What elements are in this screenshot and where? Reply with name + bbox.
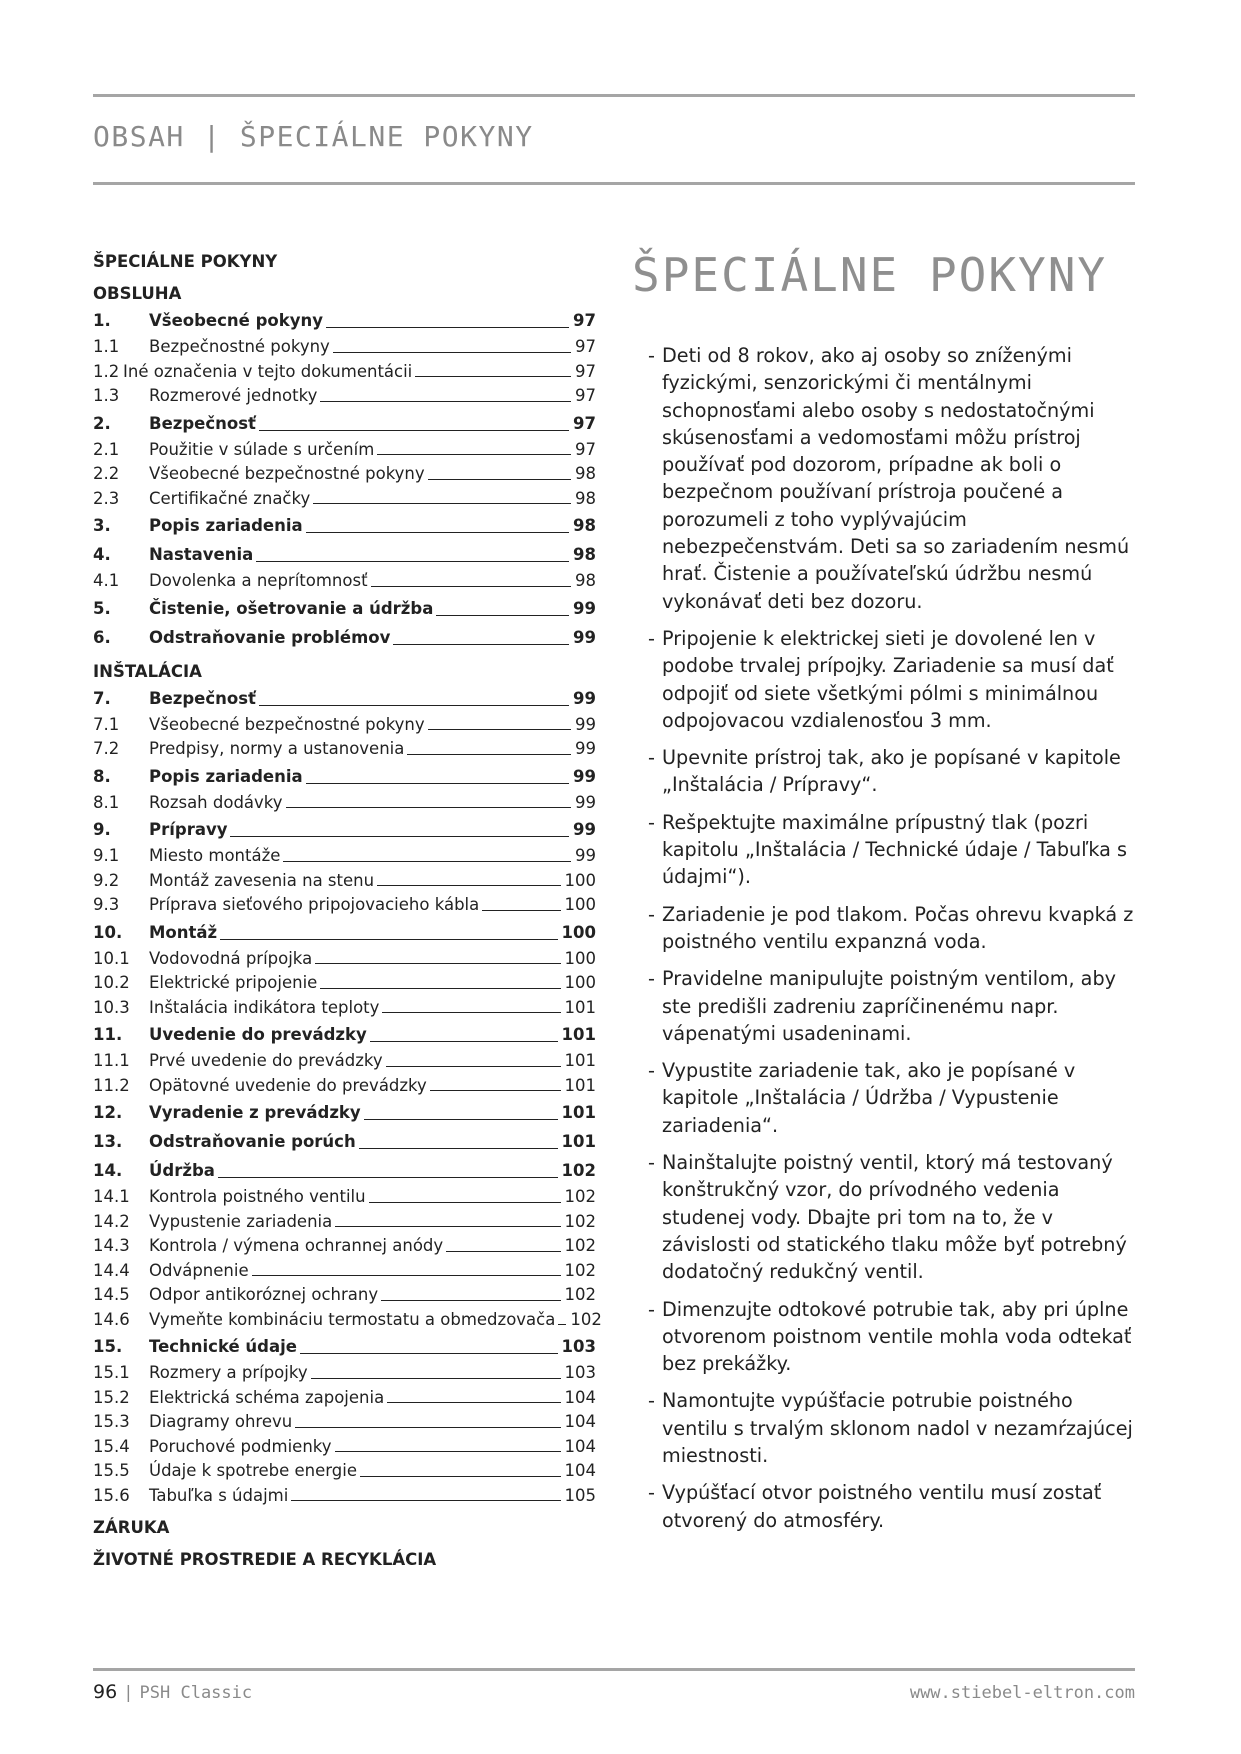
special-note [648,625,1140,734]
special-note [648,1149,1140,1285]
toc-entry[interactable] [93,1049,596,1074]
toc-entry-number: 2.1 [93,439,120,459]
bullet-dash-icon: - [648,810,655,834]
toc-entry[interactable] [93,306,596,335]
toc-entry[interactable] [93,971,596,996]
toc-entry-page: 100 [564,895,596,914]
toc-entry-page: 99 [573,688,596,708]
toc-entry-title: Odvápnenie [149,1260,249,1280]
special-note-text: Zariadenie je pod tlakom. Počas ohrevu kvapká z poistného ventilu expanzná voda. [662,902,1134,953]
toc-leader-line [377,454,571,455]
toc-entry[interactable] [93,511,596,540]
bullet-dash-icon: - [648,746,655,770]
toc-entry-number: 9.3 [93,895,120,914]
toc-entry-number: 7.1 [93,714,120,734]
special-note [648,1479,1140,1534]
toc-entry[interactable] [93,1234,596,1259]
toc-entry-number: 15.6 [93,1485,130,1505]
toc-entry[interactable] [93,594,596,623]
toc-leader-line [360,1476,561,1477]
toc-entry-title: Miesto montáže [149,846,281,865]
bullet-dash-icon: - [648,1481,655,1505]
toc-entry-number: 10.3 [93,997,130,1017]
special-note-text: Deti od 8 rokov, ako aj osoby so zníženými fyzickými, senzorickými či mentálnymi schopnosťami alebo osoby s nedostatočnými skúsenosťami a vedomosťami môžu prístroj používať pod dozorom, prípadne ak boli o bezpečnom používaní prístroja poučené a porozumeli z toho vyplývajúcim nebezpečenstvám. Deti sa so zariadením nesmú hrať. Čistenie a používateľskú údržbu nesmú vykonávať deti bez dozoru. [662,344,1130,613]
toc-entry-page: 97 [575,386,596,405]
toc-leader-line [295,1427,560,1428]
toc-entry-page: 104 [564,1461,596,1480]
toc-entry[interactable] [93,844,596,869]
toc-entry[interactable] [93,996,596,1021]
toc-leader-line [335,1451,561,1452]
toc-entry-number: 2.2 [93,464,120,483]
toc-entry[interactable] [93,869,596,894]
special-note [648,342,1140,615]
toc-entry-title: Prípravy [149,820,228,839]
toc-leader-line [364,1119,558,1120]
page-number: 96 [93,1681,118,1703]
special-note [648,809,1140,891]
toc-section-heading: ŠPECIÁLNE POKYNY [93,252,278,271]
toc-entry-page: 102 [570,1309,602,1329]
toc-entry-title: Dovolenka a neprítomnosť [149,571,368,590]
toc-leader-line [393,644,569,645]
toc-leader-line [326,327,569,328]
section-title: ŠPECIÁLNE POKYNY [632,248,1108,302]
toc-entry[interactable] [93,438,596,463]
toc-section-heading: ŽIVOTNÉ PROSTREDIE A RECYKLÁCIA [93,1550,437,1569]
bullet-dash-icon: - [648,344,655,367]
toc-entry-page: 99 [573,627,596,647]
toc-entry-title: Použitie v súlade s určením [149,439,375,459]
toc-entry-title: Kontrola poistného ventilu [149,1187,366,1206]
toc-leader-line [291,1500,560,1501]
toc-entry-title: Odstraňovanie porúch [149,1132,356,1151]
toc-entry-number: 2. [93,413,111,433]
special-note-text: Namontujte vypúšťacie potrubie poistného ventilu s trvalým sklonom nadol v nezamŕzajúcej miestnosti. [662,1389,1133,1467]
toc-entry[interactable] [93,623,596,652]
toc-entry-page: 97 [575,439,596,459]
toc-entry-number: 8. [93,766,111,786]
toc-section-heading: ZÁRUKA [93,1518,170,1537]
toc-entry[interactable] [93,540,596,569]
toc-entry-title: Vypustenie zariadenia [149,1211,333,1231]
toc-entry-page: 100 [561,922,596,942]
toc-entry-title: Bezpečnosť [149,413,256,433]
toc-entry-number: 14.1 [93,1187,130,1206]
toc-entry-title: Vodovodná prípojka [149,948,313,968]
toc-entry-title: Vyradenie z prevádzky [149,1103,361,1122]
toc-entry-title: Certifikačné značky [149,488,311,508]
toc-entry-title: Popis zariadenia [149,766,303,786]
toc-entry[interactable] [93,1156,596,1185]
toc-entry-title: Odpor antikoróznej ochrany [149,1285,379,1304]
website-link[interactable]: www.stiebel-eltron.com [909,1683,1135,1703]
toc-leader-line [382,1012,560,1013]
toc-entry-page: 104 [564,1412,596,1431]
toc-entry[interactable] [93,1435,596,1460]
toc-entry-number: 11. [93,1025,123,1044]
toc-leader-line [381,1300,560,1301]
toc-leader-line [320,401,571,402]
toc-entry-page: 98 [575,571,596,590]
toc-entry-title: Vymeňte kombináciu termostatu a obmedzovača [149,1309,556,1329]
toc-entry-title: Elektrické pripojenie [149,973,318,992]
toc-entry-number: 15.1 [93,1363,130,1382]
toc-entry-page: 102 [564,1187,596,1206]
toc-entry-number: 7.2 [93,739,120,758]
toc-entry[interactable] [93,409,596,438]
toc-entry[interactable] [93,1410,596,1435]
toc-entry-number: 15.5 [93,1461,130,1480]
special-note [648,744,1140,799]
special-note-text: Upevnite prístroj tak, ako je popísané v kapitole „Inštalácia / Prípravy“. [662,746,1121,797]
toc-entry-number: 9. [93,820,111,839]
toc-leader-line [286,807,571,808]
toc-entry-number: 14.5 [93,1285,130,1304]
toc-entry[interactable] [93,1020,596,1049]
toc-entry[interactable] [93,487,596,512]
toc-leader-line [387,1402,560,1403]
toc-entry-page: 103 [561,1337,596,1356]
toc-entry[interactable] [93,791,596,816]
toc-entry-page: 101 [561,1103,596,1122]
toc-entry-title: Bezpečnosť [149,688,256,708]
toc-entry-number: 10. [93,922,123,942]
toc-entry[interactable] [93,713,596,738]
toc-entry[interactable] [93,893,596,918]
toc-entry-title: Všeobecné pokyny [149,311,323,330]
toc-entry-number: 14.6 [93,1309,130,1329]
toc-entry-number: 13. [93,1132,123,1151]
toc-entry-number: 14.3 [93,1236,130,1255]
special-note [648,901,1140,956]
toc-entry-page: 99 [575,846,596,865]
toc-entry-page: 102 [564,1285,596,1304]
toc-entry-page: 99 [575,714,596,734]
toc-entry-number: 10.1 [93,948,130,968]
toc-entry-page: 100 [564,948,596,968]
toc-leader-line [315,963,560,964]
toc-entry-title: Iné označenia v tejto dokumentácii [123,361,413,381]
toc-entry-title: Montáž [149,922,218,942]
toc-entry-title: Elektrická schéma zapojenia [149,1387,385,1407]
toc-entry-title: Všeobecné bezpečnostné pokyny [149,464,425,483]
special-note-text: Vypustite zariadenie tak, ako je popísané v kapitole „Inštalácia / Údržba / Vypustenie zariadenia“. [662,1059,1076,1137]
toc-leader-line [482,910,560,911]
toc-leader-line [300,1353,558,1354]
toc-entry-page: 97 [573,413,596,433]
toc-entry-number: 4. [93,545,111,564]
toc-entry-page: 98 [573,545,596,564]
toc-entry-title: Všeobecné bezpečnostné pokyny [149,714,425,734]
toc-leader-line [230,836,569,837]
toc-entry-page: 101 [561,1132,596,1151]
toc-leader-line [386,1066,561,1067]
bullet-dash-icon: - [648,1059,655,1083]
bullet-dash-icon: - [648,902,655,926]
toc-entry-page: 103 [564,1363,596,1382]
page-header-title: OBSAH | ŠPECIÁLNE POKYNY [93,120,534,153]
toc-entry-page: 97 [575,337,596,356]
toc-leader-line [428,479,571,480]
toc-entry-page: 97 [573,311,596,330]
toc-entry-page: 101 [564,1051,596,1070]
toc-entry-title: Rozsah dodávky [149,792,283,812]
toc-entry-title: Poruchové podmienky [149,1436,332,1456]
special-note-text: Vypúšťací otvor poistného ventilu musí zostať otvorený do atmosféry. [662,1481,1102,1532]
toc-entry[interactable] [93,1361,596,1386]
toc-section-spacer [93,652,596,660]
toc-entry-page: 101 [564,997,596,1017]
table-of-contents [93,250,602,1572]
toc-entry-title: Bezpečnostné pokyny [149,337,330,356]
toc-entry[interactable] [93,1386,596,1411]
toc-leader-line [558,1324,566,1325]
toc-entry-number: 14.2 [93,1211,130,1231]
toc-entry-title: Rozmery a prípojky [149,1363,308,1382]
footer-left [93,1681,252,1703]
toc-entry-page: 100 [564,973,596,992]
toc-entry-title: Údržba [149,1161,215,1180]
header-bottom-rule [93,182,1135,185]
toc-entry-page: 101 [564,1075,596,1095]
toc-entry-number: 1.2 [93,361,120,381]
toc-entry-number: 5. [93,598,111,618]
toc-entry-title: Príprava sieťového pripojovacieho kábla [149,895,480,914]
toc-entry[interactable] [93,1484,596,1509]
toc-entry[interactable] [93,335,596,360]
toc-leader-line [377,885,560,886]
toc-entry-title: Rozmerové jednotky [149,386,318,405]
toc-entry-page: 102 [561,1161,596,1180]
toc-entry-page: 102 [564,1211,596,1231]
toc-entry-page: 99 [573,766,596,786]
toc-entry-title: Montáž zavesenia na stenu [149,870,375,890]
special-note [648,1387,1140,1469]
toc-entry[interactable] [93,1210,596,1235]
toc-entry-page: 104 [564,1436,596,1456]
toc-entry-page: 98 [575,464,596,483]
toc-entry[interactable] [93,684,596,713]
toc-entry-title: Opätovné uvedenie do prevádzky [149,1075,427,1095]
special-note-text: Nainštalujte poistný ventil, ktorý má testovaný konštrukčný vzor, do prívodného vedenia studenej vody. Dbajte pri tom na to, že v závislosti od statického tlaku môže byť potrebný dodatočný redukčný ventil. [662,1151,1127,1284]
toc-entry[interactable] [93,569,596,594]
toc-entry-number: 1. [93,311,111,330]
toc-entry-number: 15.2 [93,1387,130,1407]
toc-entry-number: 1.1 [93,337,120,356]
toc-leader-line [428,729,571,730]
toc-entry-title: Uvedenie do prevádzky [149,1025,367,1044]
special-note [648,1057,1140,1139]
toc-entry-title: Prvé uvedenie do prevádzky [149,1051,383,1070]
toc-entry-title: Diagramy ohrevu [149,1412,293,1431]
toc-entry-title: Popis zariadenia [149,516,303,535]
toc-entry-title: Odstraňovanie problémov [149,627,391,647]
special-notes-list [648,342,1140,1544]
toc-entry-page: 99 [575,792,596,812]
toc-entry-title: Inštalácia indikátora teploty [149,997,380,1017]
toc-leader-line [220,939,557,940]
toc-entry-page: 105 [564,1485,596,1505]
toc-entry-page: 99 [573,598,596,618]
toc-entry[interactable] [93,1127,596,1156]
toc-entry-number: 9.1 [93,846,120,865]
toc-section-spacer [93,1508,596,1516]
toc-entry[interactable] [93,1332,596,1361]
special-note [648,1296,1140,1378]
toc-leader-line [370,1041,558,1042]
product-name: PSH Classic [139,1683,253,1703]
toc-leader-line [252,1275,561,1276]
toc-entry[interactable] [93,384,596,409]
toc-entry-page: 102 [564,1260,596,1280]
toc-entry-number: 9.2 [93,870,120,890]
toc-entry-number: 3. [93,516,111,535]
toc-section-heading: INŠTALÁCIA [93,661,202,681]
toc-entry-title: Tabuľka s údajmi [149,1485,289,1505]
toc-entry[interactable] [93,815,596,844]
special-note-text: Rešpektujte maximálne prípustný tlak (pozri kapitolu „Inštalácia / Technické údaje / Tabuľka s údajmi“). [662,810,1128,889]
toc-entry[interactable] [93,360,596,385]
toc-entry-number: 14. [93,1161,123,1180]
toc-entry[interactable] [93,1259,596,1284]
bullet-dash-icon: - [648,626,655,650]
toc-entry[interactable] [93,462,596,487]
bullet-dash-icon: - [648,967,655,991]
toc-section-spacer [93,1540,596,1548]
toc-entry-page: 98 [575,488,596,508]
toc-entry-number: 11.1 [93,1051,130,1070]
toc-leader-line [306,783,569,784]
toc-leader-line [259,705,569,706]
special-note-text: Dimenzujte odtokové potrubie tak, aby pri úplne otvorenom poistnom ventile mohla voda odtekať bez prekážky. [662,1297,1132,1376]
special-note-text: Pripojenie k elektrickej sieti je dovolené len v podobe trvalej prípojky. Zariadenie sa musí dať odpojiť od siete všetkými pólmi s minimálnou odpojovacou vzdialenosťou 3 mm. [662,626,1114,732]
toc-entry-number: 6. [93,627,111,647]
toc-entry[interactable] [93,1283,596,1308]
toc-leader-line [313,503,571,504]
toc-entry-page: 100 [564,870,596,890]
toc-entry[interactable] [93,1308,602,1333]
toc-entry-number: 15.4 [93,1436,130,1456]
bullet-dash-icon: - [648,1297,655,1321]
toc-entry[interactable] [93,1098,596,1127]
toc-entry-number: 15. [93,1337,123,1356]
toc-entry-page: 101 [561,1025,596,1044]
toc-entry-title: Nastavenia [149,545,254,564]
toc-entry[interactable] [93,1185,596,1210]
toc-leader-line [415,376,571,377]
toc-leader-line [369,1202,561,1203]
toc-entry-page: 99 [575,739,596,758]
toc-leader-line [333,352,571,353]
toc-entry-title: Technické údaje [149,1337,297,1356]
toc-entry[interactable] [93,762,596,791]
header-top-rule [93,94,1135,97]
toc-leader-line [306,532,569,533]
toc-entry-page: 98 [573,516,596,535]
bullet-dash-icon: - [648,1389,655,1413]
toc-entry-title: Predpisy, normy a ustanovenia [149,739,405,758]
toc-entry[interactable] [93,918,596,947]
special-note-text: Pravidelne manipulujte poistným ventilom, aby ste predišli zadreniu zapríčinenému napr. vápenatými usadeninami. [662,967,1116,1045]
toc-entry-number: 4.1 [93,571,120,590]
toc-leader-line [259,430,569,431]
toc-leader-line [218,1177,558,1178]
toc-entry-number: 2.3 [93,488,120,508]
toc-entry[interactable] [93,1074,596,1099]
toc-entry[interactable] [93,737,596,762]
bullet-dash-icon: - [648,1151,655,1175]
footer-separator: | [123,1683,134,1703]
toc-section-spacer [93,274,596,282]
toc-entry-number: 12. [93,1103,123,1122]
toc-entry-title: Čistenie, ošetrovanie a údržba [149,598,434,618]
footer-rule [93,1668,1135,1671]
toc-leader-line [436,615,569,616]
toc-section-heading: OBSLUHA [93,284,182,303]
special-note [648,965,1140,1047]
toc-leader-line [407,754,571,755]
toc-entry-number: 14.4 [93,1260,130,1280]
toc-entry[interactable] [93,1459,596,1484]
toc-leader-line [256,561,569,562]
toc-leader-line [359,1148,558,1149]
toc-leader-line [311,1378,561,1379]
toc-entry-number: 11.2 [93,1075,130,1095]
toc-leader-line [371,586,571,587]
toc-entry-page: 97 [575,361,596,381]
toc-entry-page: 99 [573,820,596,839]
toc-entry-title: Údaje k spotrebe energie [149,1461,357,1480]
toc-entry-number: 1.3 [93,386,120,405]
toc-leader-line [283,861,571,862]
toc-entry-number: 10.2 [93,973,130,992]
toc-entry-number: 7. [93,688,111,708]
toc-entry-number: 15.3 [93,1412,130,1431]
toc-leader-line [446,1251,560,1252]
toc-entry-title: Kontrola / výmena ochrannej anódy [149,1236,444,1255]
toc-entry[interactable] [93,947,596,972]
toc-leader-line [320,988,560,989]
toc-entry-number: 8.1 [93,792,120,812]
toc-leader-line [335,1226,560,1227]
toc-entry-page: 104 [564,1387,596,1407]
toc-leader-line [430,1090,561,1091]
toc-entry-page: 102 [564,1236,596,1255]
